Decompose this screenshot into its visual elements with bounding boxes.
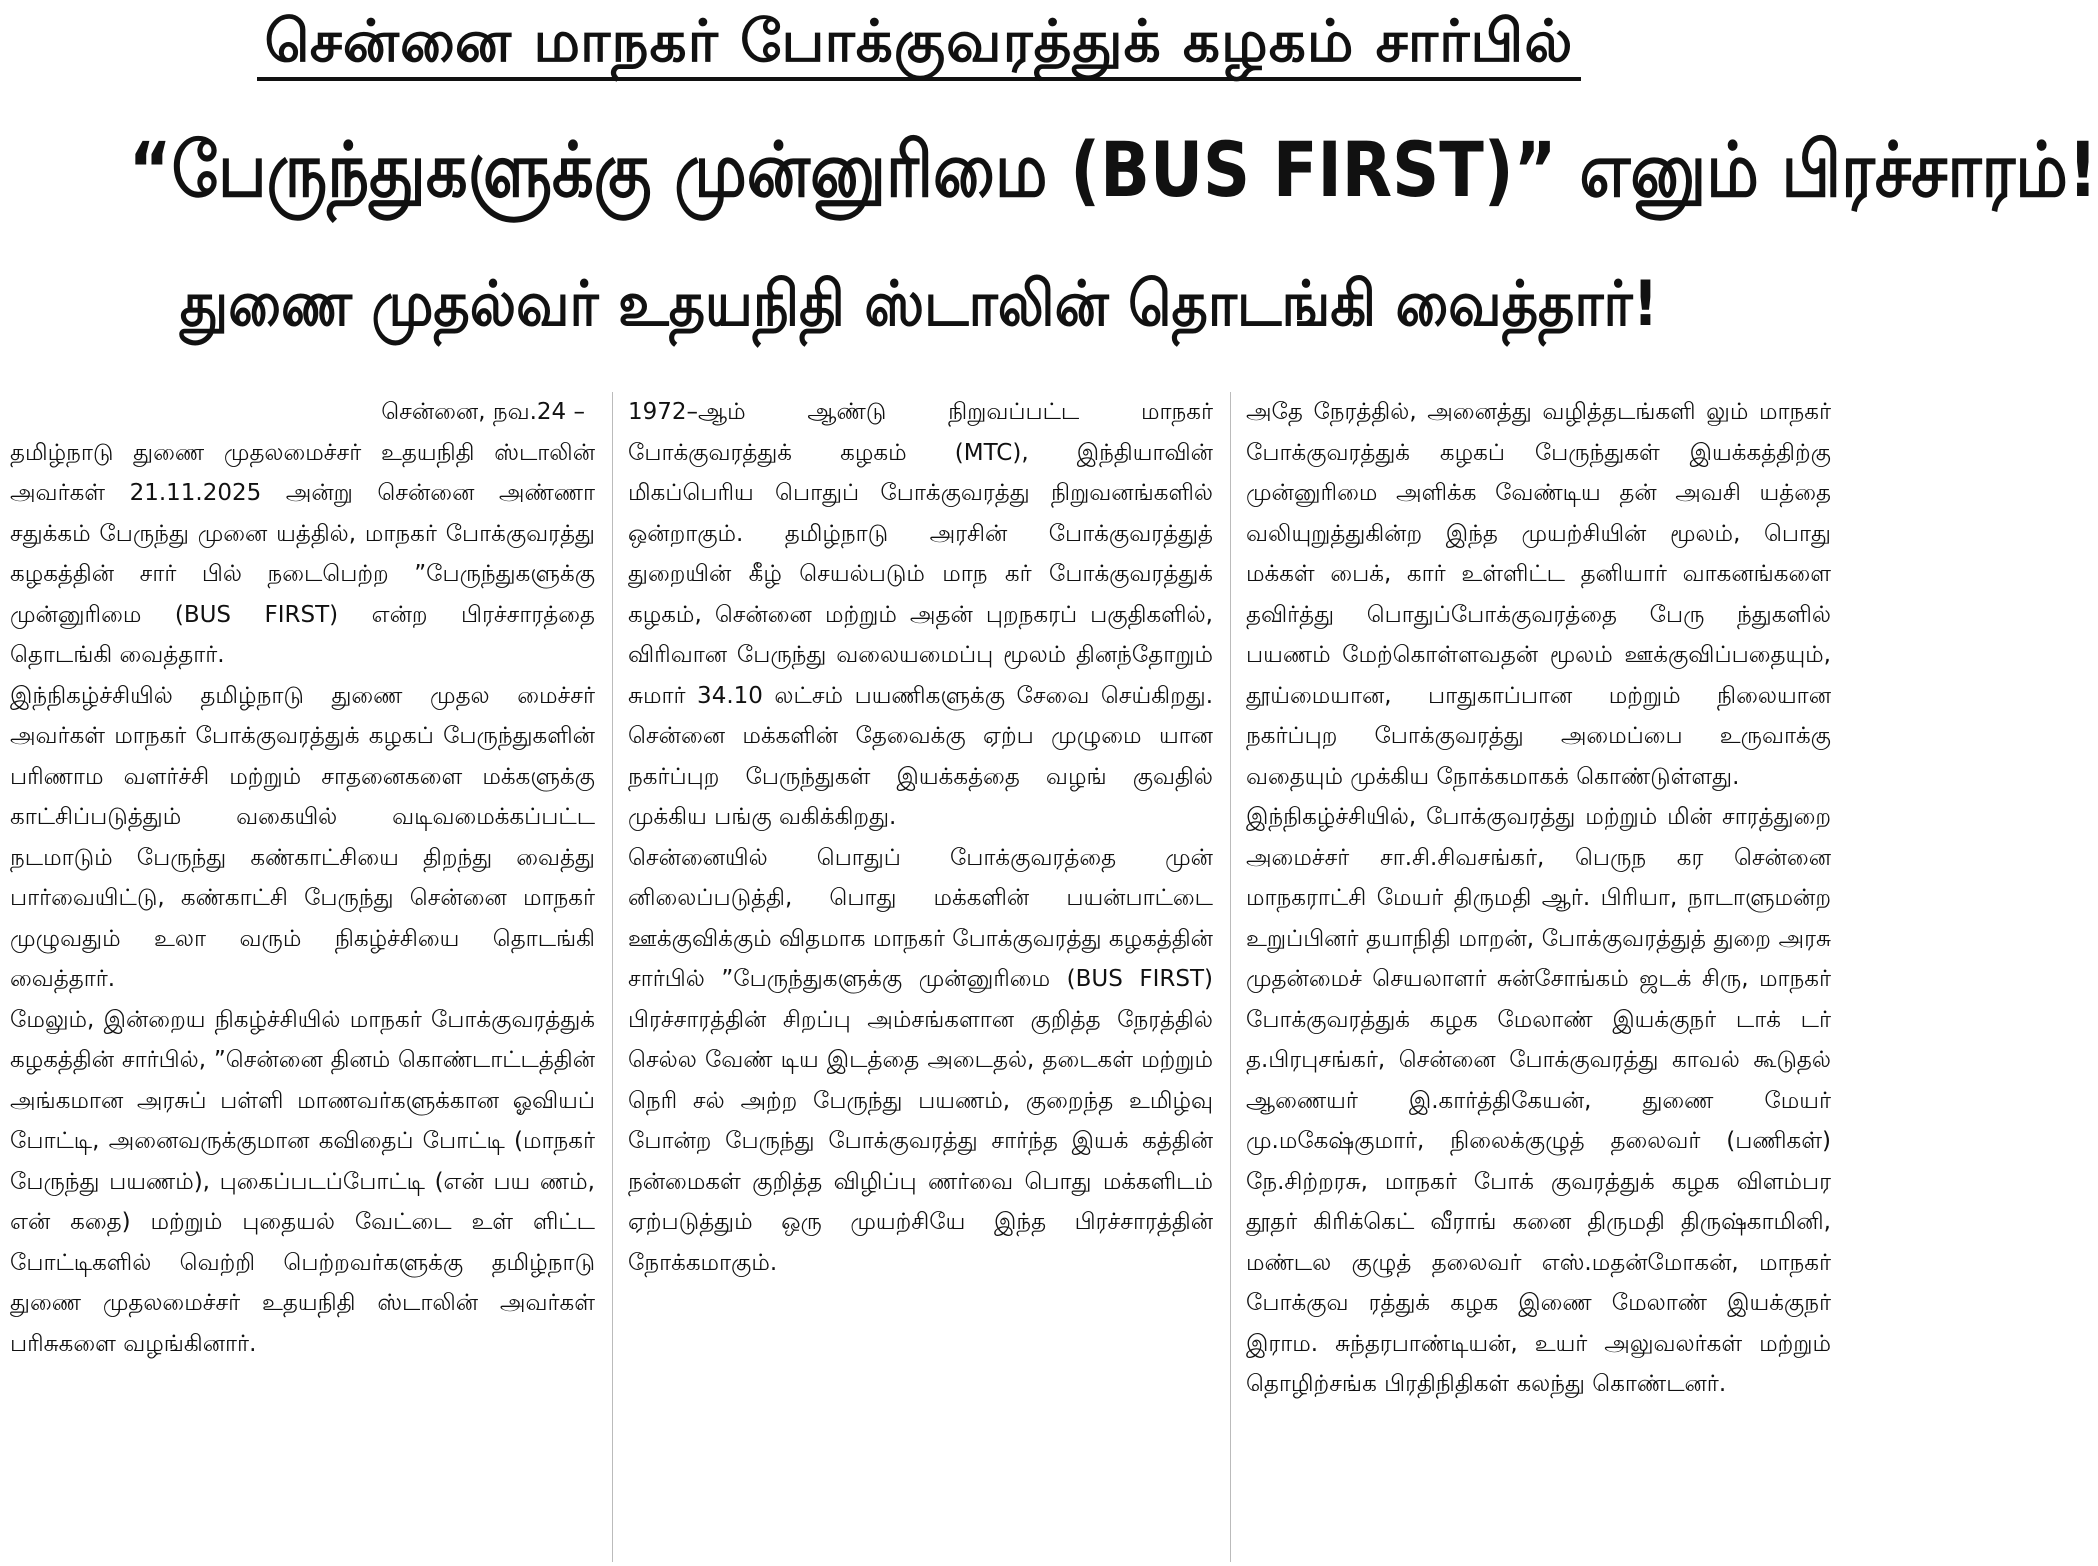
column-divider bbox=[1230, 392, 1231, 1562]
paragraph: இந்நிகழ்ச்சியில் தமிழ்நாடு துணை முதல மைச்சர் அவர்கள் மாநகர் போக்குவரத்துக் கழகப் பேருந்துகளின் பரிணாம வளர்ச்சி மற்றும் சாதனைகளை மக்களுக்கு காட்சிப்படுத்தும் வகையில் வடிவமைக்கப்பட்ட நடமாடும் பேருந்து கண்காட்சியை திறந்து வைத்து பார்வையிட்டு, கண்காட்சி பேருந்து சென்னை மாநகர் முழுவதும் உலா வரும் நிகழ்ச்சியை தொடங்கி வைத்தார். bbox=[10, 682, 595, 992]
kicker-heading bbox=[0, 8, 1838, 81]
article-column-2 bbox=[628, 392, 1213, 1283]
paragraph: தமிழ்நாடு துணை முதலமைச்சர் உதயநிதி ஸ்டாலின் அவர்கள் 21.11.2025 அன்று சென்னை அண்ணா சதுக்கம் பேருந்து முனை யத்தில், மாநகர் போக்குவரத்து கழகத்தின் சார் பில் நடைபெற்ற ”பேருந்துகளுக்கு முன்னுரிமை (BUS FIRST) என்ற பிரச்சாரத்தை தொடங்கி வைத்தார். bbox=[10, 439, 595, 668]
kicker-text: சென்னை மாநகர் போக்குவரத்துக் கழகம் சார்பில் bbox=[257, 8, 1582, 81]
paragraph: அதே நேரத்தில், அனைத்து வழித்தடங்களி லும் மாநகர் போக்குவரத்துக் கழகப் பேருந்துகள் இயக்கத்திற்கு முன்னுரிமை அளிக்க வேண்டிய தன் அவசி யத்தை வலியுறுத்துகின்ற இந்த முயற்சியின் மூலம், பொது மக்கள் பைக், கார் உள்ளிட்ட தனியார் வாகனங்களை தவிர்த்து பொதுப்போக்குவரத்தை பேரு ந்துகளில் பயணம் மேற்கொள்ளவதன் மூலம் ஊக்குவிப்பதையும், தூய்மையான, பாதுகாப்பான மற்றும் நிலையான நகர்ப்புற போக்குவரத்து அமைப்பை உருவாக்கு வதையும் முக்கிய நோக்கமாகக் கொண்டுள்ளது. bbox=[1246, 399, 1831, 790]
headline: “பேருந்துகளுக்கு முன்னுரிமை (BUS FIRST)” எனும் பிரச்சாரம்! bbox=[128, 125, 2098, 214]
paragraph: சென்னையில் பொதுப் போக்குவரத்தை முன் னிலைப்படுத்தி, பொது மக்களின் பயன்பாட்டை ஊக்குவிக்கும் விதமாக மாநகர் போக்குவரத்து கழகத்தின் சார்பில் ”பேருந்துகளுக்கு முன்னுரிமை (BUS FIRST) பிரச்சாரத்தின் சிறப்பு அம்சங்களான குறித்த நேரத்தில் செல்ல வேண் டிய இடத்தை அடைதல், தடைகள் மற்றும் நெரி சல் அற்ற பேருந்து பயணம், குறைந்த உமிழ்வு போன்ற பேருந்து போக்குவரத்து சார்ந்த இயக் கத்தின் நன்மைகள் குறித்த விழிப்பு ணர்வை பொது மக்களிடம் ஏற்படுத்தும் ஒரு முயற்சியே இந்த பிரச்சாரத்தின் நோக்கமாகும். bbox=[628, 844, 1213, 1276]
subheadline: துணை முதல்வர் உதயநிதி ஸ்டாலின் தொடங்கி வைத்தார்! bbox=[179, 267, 1659, 340]
article-column-3 bbox=[1246, 392, 1831, 1405]
paragraph: 1972–ஆம் ஆண்டு நிறுவப்பட்ட மாநகர் போக்குவரத்துக் கழகம் (MTC), இந்தியாவின் மிகப்பெரிய பொதுப் போக்குவரத்து நிறுவனங்களில் ஒன்றாகும். தமிழ்நாடு அரசின் போக்குவரத்துத் துறையின் கீழ் செயல்படும் மாந கர் போக்குவரத்துக் கழகம், சென்னை மற்றும் அதன் புறநகரப் பகுதிகளில், விரிவான பேருந்து வலையமைப்பு மூலம் தினந்தோறும் சுமார் 34.10 லட்சம் பயணிகளுக்கு சேவை செய்கிறது. சென்னை மக்களின் தேவைக்கு ஏற்ப முழுமை யான நகர்ப்புற பேருந்துகள் இயக்கத்தை வழங் குவதில் முக்கிய பங்கு வகிக்கிறது. bbox=[628, 399, 1213, 830]
paragraph: இந்நிகழ்ச்சியில், போக்குவரத்து மற்றும் மின் சாரத்துறை அமைச்சர் சா.சி.சிவசங்கர், பெருந கர சென்னை மாநகராட்சி மேயர் திருமதி ஆர். பிரியா, நாடாளுமன்ற உறுப்பினர் தயாநிதி மாறன், போக்குவரத்துத் துறை அரசு முதன்மைச் செயலாளர் சுன்சோங்கம் ஜடக் சிரு, மாநகர் போக்குவரத்துக் கழக மேலாண் இயக்குநர் டாக் டர் த.பிரபுசங்கர், சென்னை போக்குவரத்து காவல் கூடுதல் ஆணையர் இ.கார்த்திகேயன், துணை மேயர் மு.மகேஷ்குமார், நிலைக்குழுத் தலைவர் (பணிகள்) நே.சிற்றரசு, மாநகர் போக் குவரத்துக் கழக விளம்பர தூதர் கிரிக்கெட் வீராங் கனை திருமதி திருஷ்காமினி, மண்டல குழுத் தலைவர் எஸ்.மதன்மோகன், மாநகர் போக்குவ ரத்துக் கழக இணை மேலாண் இயக்குநர் இராம. சுந்தரபாண்டியன், உயர் அலுவலர்கள் மற்றும் தொழிற்சங்க பிரதிநிதிகள் கலந்து கொண்டனர். bbox=[1246, 804, 1831, 1397]
paragraph: மேலும், இன்றைய நிகழ்ச்சியில் மாநகர் போக்குவரத்துக் கழகத்தின் சார்பில், ”சென்னை தினம் கொண்டாட்டத்தின் அங்கமான அரசுப் பள்ளி மாணவர்களுக்கான ஓவியப் போட்டி, அனைவருக்குமான கவிதைப் போட்டி (மாநகர் பேருந்து பயணம்), புகைப்படப்போட்டி (என் பய ணம், என் கதை) மற்றும் புதையல் வேட்டை உள் ளிட்ட போட்டிகளில் வெற்றி பெற்றவர்களுக்கு தமிழ்நாடு துணை முதலமைச்சர் உதயநிதி ஸ்டாலின் அவர்கள் பரிசுகளை வழங்கினார். bbox=[10, 1006, 595, 1357]
dateline: சென்னை, நவ.24 – bbox=[381, 399, 585, 425]
article-column-1 bbox=[10, 392, 595, 1364]
column-divider bbox=[612, 392, 613, 1562]
